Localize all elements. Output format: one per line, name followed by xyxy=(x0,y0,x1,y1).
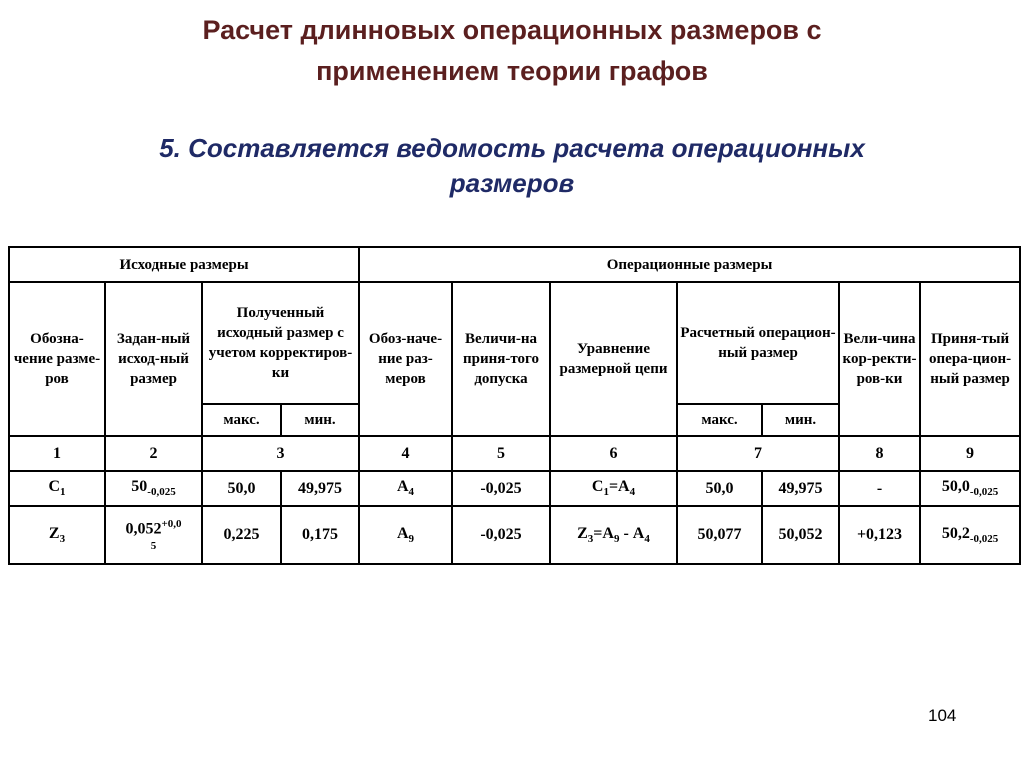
calc-min-cell: 49,975 xyxy=(762,471,839,506)
col-accepted-header: Приня-тый опера-цион-ный размер xyxy=(920,282,1020,436)
slide-subtitle-line2: размеров xyxy=(449,168,575,198)
tolerance-cell: -0,025 xyxy=(452,506,550,564)
accepted-size-cell: $50,0_{-0,025}$ xyxy=(920,471,1020,506)
group-source-header: Исходные размеры xyxy=(9,247,359,282)
table-row xyxy=(9,471,1020,506)
col-op-designation-header: Обоз-наче-ние раз-меров xyxy=(359,282,452,436)
obtained-min-header: мин. xyxy=(281,404,359,436)
designation-cell: $Z_3$ xyxy=(9,506,105,564)
index-cell: 9 xyxy=(920,436,1020,471)
obtained-max-cell: 0,225 xyxy=(202,506,281,564)
index-cell: 5 xyxy=(452,436,550,471)
col-equation-header: Уравнение размерной цепи xyxy=(550,282,677,436)
slide-subtitle xyxy=(0,131,1024,201)
obtained-min-cell: 49,975 xyxy=(281,471,359,506)
index-cell: 7 xyxy=(677,436,839,471)
calc-min-header: мин. xyxy=(762,404,839,436)
calc-max-cell: 50,077 xyxy=(677,506,762,564)
equation-cell: $Z_3=А_9 - А_4$ xyxy=(550,506,677,564)
slide-title-line1: Расчет длинновых операционных размеров с xyxy=(202,15,822,45)
obtained-min-cell: 0,175 xyxy=(281,506,359,564)
col-obtained-header: Полученный исходный размер с учетом корректиров-ки xyxy=(202,282,359,404)
index-cell: 6 xyxy=(550,436,677,471)
tolerance-cell: -0,025 xyxy=(452,471,550,506)
slide-title xyxy=(0,10,1024,92)
table-row xyxy=(9,506,1020,564)
operational-dimensions-table xyxy=(8,246,1021,565)
column-header-row xyxy=(9,282,1020,404)
correction-cell: +0,123 xyxy=(839,506,920,564)
calc-max-header: макс. xyxy=(677,404,762,436)
col-designation-header: Обозна-чение разме-ров xyxy=(9,282,105,436)
op-designation-cell: $А_9$ xyxy=(359,506,452,564)
group-header-row xyxy=(9,247,1020,282)
col-calc-header: Расчетный операцион-ный размер xyxy=(677,282,839,404)
index-cell: 1 xyxy=(9,436,105,471)
col-correction-header: Вели-чина кор-ректи-ров-ки xyxy=(839,282,920,436)
op-designation-cell: $А_4$ xyxy=(359,471,452,506)
col-given-header: Задан-ный исход-ный размер xyxy=(105,282,202,436)
correction-cell: - xyxy=(839,471,920,506)
given-size-cell: $50_{-0,025}$ xyxy=(105,471,202,506)
slide-subtitle-line1: 5. Составляется ведомость расчета операционных xyxy=(159,133,865,163)
slide-title-line2: применением теории графов xyxy=(316,56,708,86)
calc-max-cell: 50,0 xyxy=(677,471,762,506)
column-index-row xyxy=(9,436,1020,471)
index-cell: 4 xyxy=(359,436,452,471)
page-number: 104 xyxy=(928,706,957,725)
col-tolerance-header: Величи-на приня-того допуска xyxy=(452,282,550,436)
obtained-max-header: макс. xyxy=(202,404,281,436)
accepted-size-cell: $50,2_{-0,025}$ xyxy=(920,506,1020,564)
calc-min-cell: 50,052 xyxy=(762,506,839,564)
given-size-cell: $0,052^{+0,0}$ 5 xyxy=(105,506,202,564)
group-operational-header: Операционные размеры xyxy=(359,247,1020,282)
index-cell: 2 xyxy=(105,436,202,471)
equation-cell: $С_1=А_4$ xyxy=(550,471,677,506)
index-cell: 3 xyxy=(202,436,359,471)
index-cell: 8 xyxy=(839,436,920,471)
obtained-max-cell: 50,0 xyxy=(202,471,281,506)
designation-cell: $С_1$ xyxy=(9,471,105,506)
